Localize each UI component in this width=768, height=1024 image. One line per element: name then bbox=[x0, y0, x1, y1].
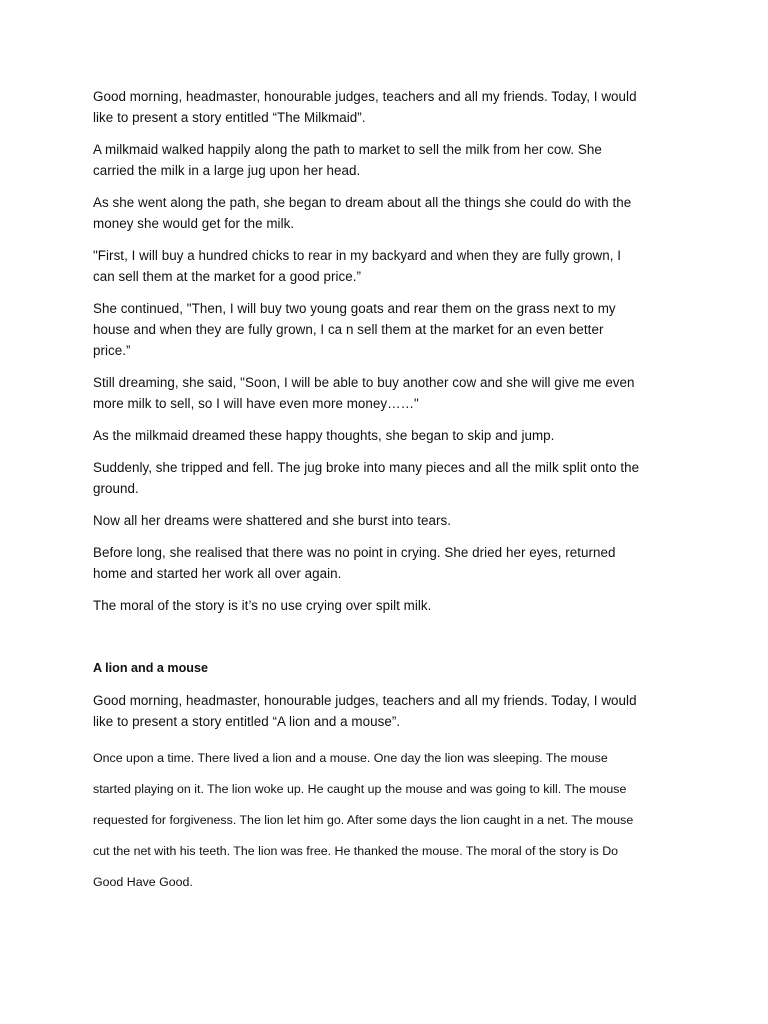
paragraph: Good morning, headmaster, honourable judges, teachers and all my friends. Today, I would like to present a story entitled “A lion and a mouse”. bbox=[93, 693, 637, 729]
story-body-paragraph: Once upon a time. There lived a lion and a mouse. One day the lion was sleeping. The mouse started playing on it. The lion woke up. He caught up the mouse and was going to kill. The mouse requested for forgiveness. The lion let him go. After some days the lion caught in a net. The mouse cut the net with his teeth. The lion was free. He thanked the mouse. The moral of the story is Do Good Have Good. bbox=[93, 751, 634, 889]
paragraph: Still dreaming, she said, "Soon, I will be able to buy another cow and she will give me even more milk to sell, so I will have even more money……" bbox=[93, 375, 635, 411]
paragraph: Suddenly, she tripped and fell. The jug broke into many pieces and all the milk split onto the ground. bbox=[93, 460, 640, 496]
paragraph: As the milkmaid dreamed these happy thoughts, she began to skip and jump. bbox=[93, 428, 555, 443]
paragraph: She continued, "Then, I will buy two young goats and rear them on the grass next to my house and when they are fully grown, I ca n sell them at the market for an even better price.” bbox=[93, 301, 616, 358]
moral-paragraph: The moral of the story is it’s no use crying over spilt milk. bbox=[93, 598, 432, 613]
paragraph: A milkmaid walked happily along the path to market to sell the milk from her cow. She carried the milk in a large jug upon her head. bbox=[93, 142, 602, 178]
paragraph: "First, I will buy a hundred chicks to rear in my backyard and when they are fully grown, I can sell them at the market for a good price.” bbox=[93, 248, 622, 284]
section-spacer bbox=[93, 627, 678, 658]
story-heading: A lion and a mouse bbox=[93, 661, 208, 675]
document-body bbox=[93, 86, 678, 898]
paragraph: As she went along the path, she began to dream about all the things she could do with the money she would get for the milk. bbox=[93, 195, 632, 231]
paragraph: Before long, she realised that there was no point in crying. She dried her eyes, returned home and started her work all over again. bbox=[93, 545, 616, 581]
paragraph: Good morning, headmaster, honourable judges, teachers and all my friends. Today, I would like to present a story entitled “The Milkmaid”. bbox=[93, 89, 637, 125]
paragraph: Now all her dreams were shattered and she burst into tears. bbox=[93, 513, 451, 528]
